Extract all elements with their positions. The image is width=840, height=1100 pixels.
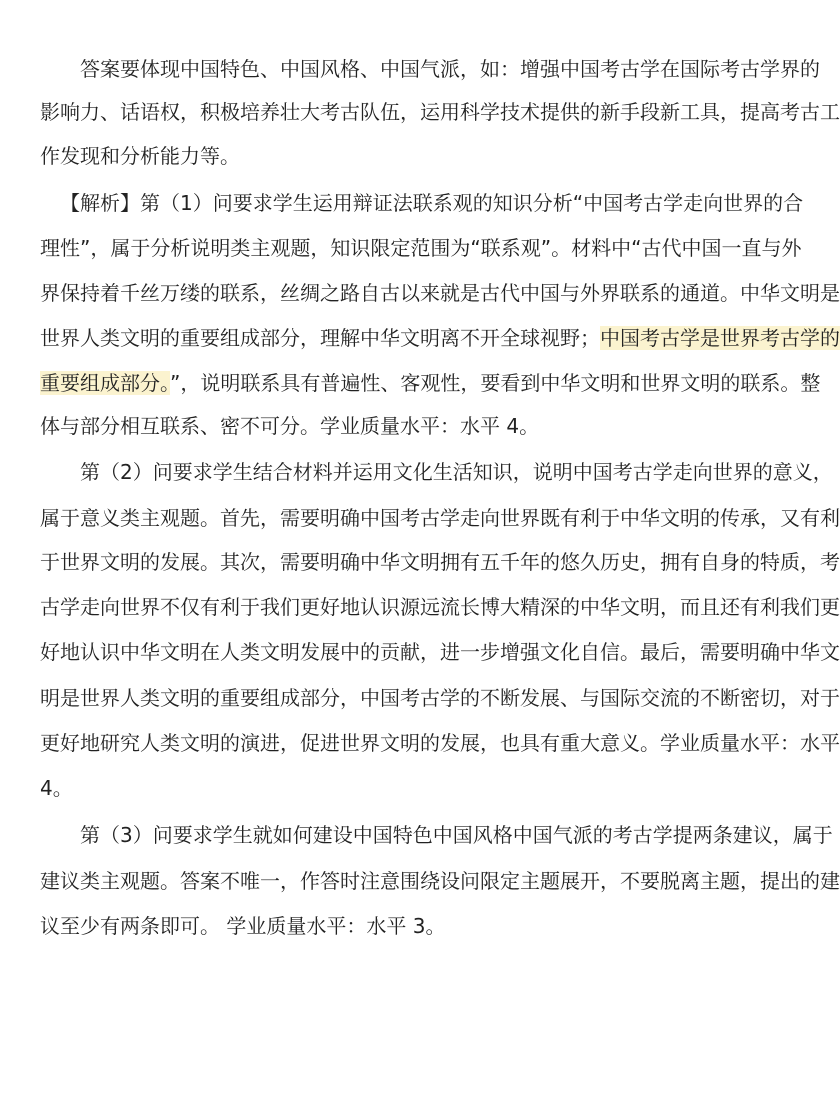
text-line: 第（2）问要求学生结合材料并运用文化生活知识，说明中国考古学走向世界的意义，	[80, 460, 833, 484]
text-line: 答案要体现中国特色、中国风格、中国气派，如：增强中国考古学在国际考古学界的	[80, 57, 820, 81]
text-line: 4。	[40, 776, 73, 800]
text-line: 明是世界人类文明的重要组成部分，中国考古学的不断发展、与国际交流的不断密切，对于	[40, 686, 840, 710]
text-line: 界保持着千丝万缕的联系，丝绸之路自古以来就是古代中国与外界联系的通道。中华文明是	[40, 281, 840, 305]
text-line: 建议类主观题。答案不唯一，作答时注意围绕设问限定主题展开，不要脱离主题，提出的建	[40, 869, 840, 893]
text-line: 于世界文明的发展。其次，需要明确中华文明拥有五千年的悠久历史，拥有自身的特质，考	[40, 550, 840, 574]
text-line: 体与部分相互联系、密不可分。学业质量水平：水平 4。	[40, 414, 540, 438]
text-line: 古学走向世界不仅有利于我们更好地认识源远流长博大精深的中华文明，而且还有利我们更	[40, 595, 840, 619]
highlighted-text: 中国考古学是世界考古学的	[600, 326, 840, 350]
text-segment: 世界人类文明的重要组成部分，理解中华文明离不开全球视野；	[40, 326, 600, 350]
text-line: 议至少有两条即可。 学业质量水平：水平 3。	[40, 914, 446, 938]
text-line: 作发现和分析能力等。	[40, 144, 240, 168]
text-line: 更好地研究人类文明的演进，促进世界文明的发展，也具有重大意义。学业质量水平：水平	[40, 731, 840, 755]
text-line: 影响力、话语权，积极培养壮大考古队伍，运用科学技术提供的新手段新工具，提高考古工	[40, 100, 840, 124]
text-line	[40, 371, 820, 395]
text-line	[40, 326, 840, 350]
text-line: 好地认识中华文明在人类文明发展中的贡献，进一步增强文化自信。最后，需要明确中华文	[40, 640, 840, 664]
text-line: 第（3）问要求学生就如何建设中国特色中国风格中国气派的考古学提两条建议，属于	[80, 823, 833, 847]
text-line: 理性”，属于分析说明类主观题，知识限定范围为“联系观”。材料中“古代中国一直与外	[40, 236, 802, 260]
highlighted-text: 重要组成部分。	[40, 371, 170, 395]
text-segment: ”，说明联系具有普遍性、客观性，要看到中华文明和世界文明的联系。整	[170, 371, 821, 395]
text-line: 属于意义类主观题。首先，需要明确中国考古学走向世界既有利于中华文明的传承，又有利	[40, 506, 840, 530]
text-line: 【解析】第（1）问要求学生运用辩证法联系观的知识分析“中国考古学走向世界的合	[60, 191, 804, 215]
